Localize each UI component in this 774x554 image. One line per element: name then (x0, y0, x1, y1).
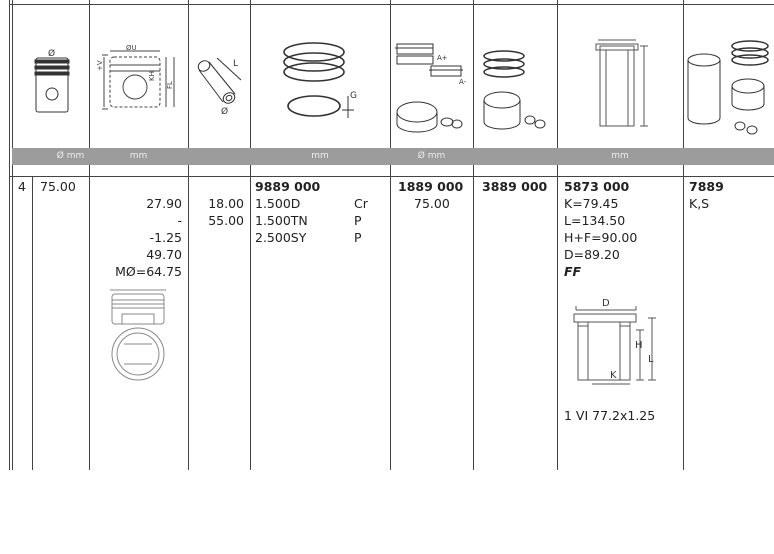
piston-ring-kit-icon (393, 40, 471, 132)
unit-piston-dims: mm (129, 151, 148, 161)
ring-material: P (354, 213, 362, 228)
unit-bore: Ø mm (56, 151, 85, 161)
liner-value: H+F=90.00 (564, 230, 638, 245)
svg-text:FL: FL (166, 81, 174, 89)
piston-code: 1889 000 (398, 179, 464, 194)
diameter-label: Ø (48, 49, 56, 59)
liner-type: FF (564, 264, 582, 279)
liner-kit-suffix: K,S (689, 196, 710, 211)
liner-drawing-icon (572, 296, 664, 400)
liner-value: D=89.20 (564, 247, 620, 262)
liner-l-label: L (648, 354, 654, 365)
bore-diameter: 75.00 (40, 179, 76, 194)
svg-text:ØU: ØU (126, 44, 137, 52)
liner-d-label: D (602, 298, 610, 309)
piston-dim-value: MØ=64.75 (115, 264, 182, 279)
cylinder-count: 4 (18, 179, 26, 194)
liner-code: 5873 000 (564, 179, 630, 194)
svg-text:KH: KH (148, 71, 156, 81)
a-minus-label: A- (459, 78, 467, 86)
unit-rings: mm (311, 151, 329, 161)
pin-length-label: L (233, 59, 239, 69)
pin-length: 55.00 (208, 213, 244, 228)
ring-size: 2.500SY (255, 230, 307, 245)
ring-material: Cr (354, 196, 368, 211)
piston-dimensions-icon (96, 45, 182, 117)
unit-piston: Ø mm (417, 151, 446, 161)
liner-kit-icon (684, 38, 774, 138)
a-plus-label: A+ (437, 54, 448, 62)
piston-drawing-icon (108, 288, 168, 386)
liner-kit-code: 7889 (689, 179, 724, 194)
liner-note: 1 VI 77.2x1.25 (564, 408, 656, 423)
ring-g-label: G (350, 91, 357, 101)
liner-k-label: K (610, 370, 617, 381)
pin-diameter-label: Ø (221, 107, 229, 117)
piston-dim-value: 27.90 (146, 196, 182, 211)
cylinder-liner-icon (592, 36, 652, 136)
piston-icon (32, 49, 72, 114)
svg-text:+V: +V (96, 60, 104, 71)
piston-with-rings-icon (480, 48, 552, 134)
ring-size: 1.500D (255, 196, 301, 211)
piston-kit-code: 3889 000 (482, 179, 548, 194)
piston-dim-value: - (177, 213, 182, 228)
piston-diameter: 75.00 (414, 196, 450, 211)
liner-h-label: H (635, 340, 643, 351)
ring-material: P (354, 230, 362, 245)
piston-pin-icon (193, 52, 247, 117)
piston-dim-value: -1.25 (149, 230, 182, 245)
piston-rings-icon (276, 40, 366, 124)
pin-diameter: 18.00 (208, 196, 244, 211)
liner-value: K=79.45 (564, 196, 619, 211)
piston-dim-value: 49.70 (146, 247, 182, 262)
unit-liner: mm (611, 151, 629, 161)
ring-set-code: 9889 000 (255, 179, 321, 194)
unit-bar (12, 148, 774, 165)
ring-size: 1.500TN (255, 213, 308, 228)
liner-value: L=134.50 (564, 213, 626, 228)
